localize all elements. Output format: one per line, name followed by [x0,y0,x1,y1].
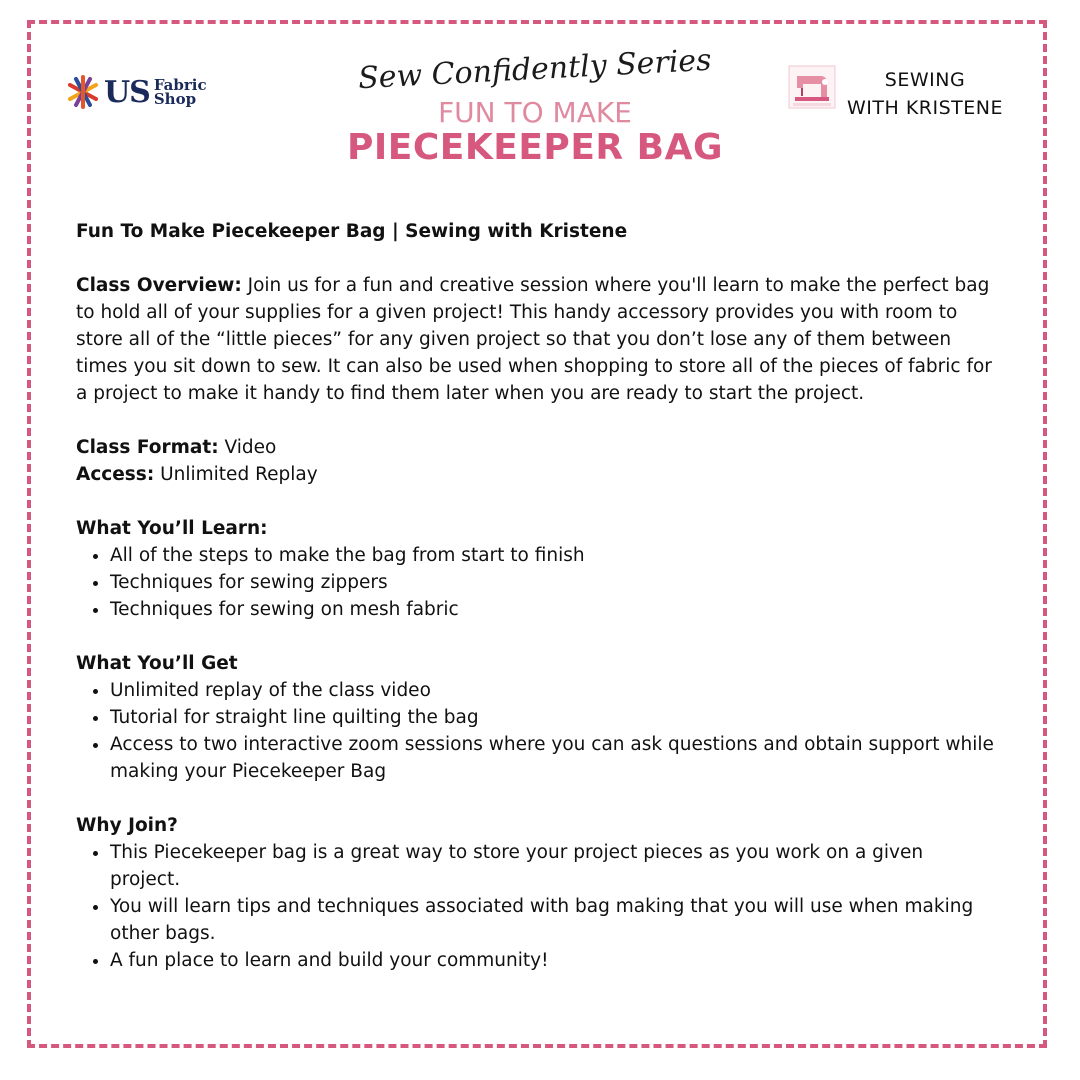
logo-fabric-shop-text [154,78,207,106]
logo-us-text: US [104,74,150,110]
title-block [300,42,770,168]
overview-text: Join us for a fun and creative session where you'll learn to make the perfect bag to hold all of your supplies for a given project! This handy accessory provides you with room to store all of the “little pieces” for any given project so that you don’t lose any of them between times you sit down to sew. It can also be used when shopping to store all of the pieces of fabric for a project to make it handy to find them later when you are ready to start the project. [76,275,992,404]
list-item: • A fun place to learn and build your community! [110,947,996,974]
class-overview [76,272,996,407]
get-list [76,677,996,785]
list-item: • This Piecekeeper bag is a great way to store your project pieces as you work on a given project. [110,839,996,893]
woven-star-icon [66,75,100,109]
sewing-with-kristene-logo-text [840,66,1010,122]
list-item: • Techniques for sewing on mesh fabric [110,596,996,623]
format-value: Video [218,437,277,458]
class-format [76,434,996,461]
get-heading: What You’ll Get [76,653,238,674]
list-item: • Access to two interactive zoom sessions where you can ask questions and obtain support while making your Piecekeeper Bag [110,731,996,785]
access-label: Access: [76,464,155,485]
list-item: • Tutorial for straight line quilting the bag [110,704,996,731]
access [76,461,996,488]
why-heading: Why Join? [76,815,178,836]
overview-label: Class Overview: [76,275,242,296]
content-heading: Fun To Make Piecekeeper Bag | Sewing with Kristene [76,221,628,242]
learn-heading: What You’ll Learn: [76,518,268,539]
list-item: • Techniques for sewing zippers [110,569,996,596]
class-description [76,218,996,974]
list-item: • Unlimited replay of the class video [110,677,996,704]
format-label: Class Format: [76,437,219,458]
logo-shop-text: Shop [153,90,197,108]
header [0,0,1080,190]
us-fabric-shop-logo [66,72,207,112]
series-script-title: Sew Confidently Series [357,42,713,97]
logo-fabric-text: Fabric [153,76,207,94]
learn-list [76,542,996,623]
kristene-line-1: SEWING [884,69,966,91]
sewing-machine-icon [787,64,837,110]
title-line-2: PIECEKEEPER BAG [346,127,724,168]
title-line-1: FUN TO MAKE [438,96,632,129]
list-item: • You will learn tips and techniques associated with bag making that you will use when making other bags. [110,893,996,947]
kristene-line-2: WITH KRISTENE [847,97,1003,119]
list-item: • All of the steps to make the bag from start to finish [110,542,996,569]
access-value: Unlimited Replay [154,464,318,485]
why-list [76,839,996,974]
